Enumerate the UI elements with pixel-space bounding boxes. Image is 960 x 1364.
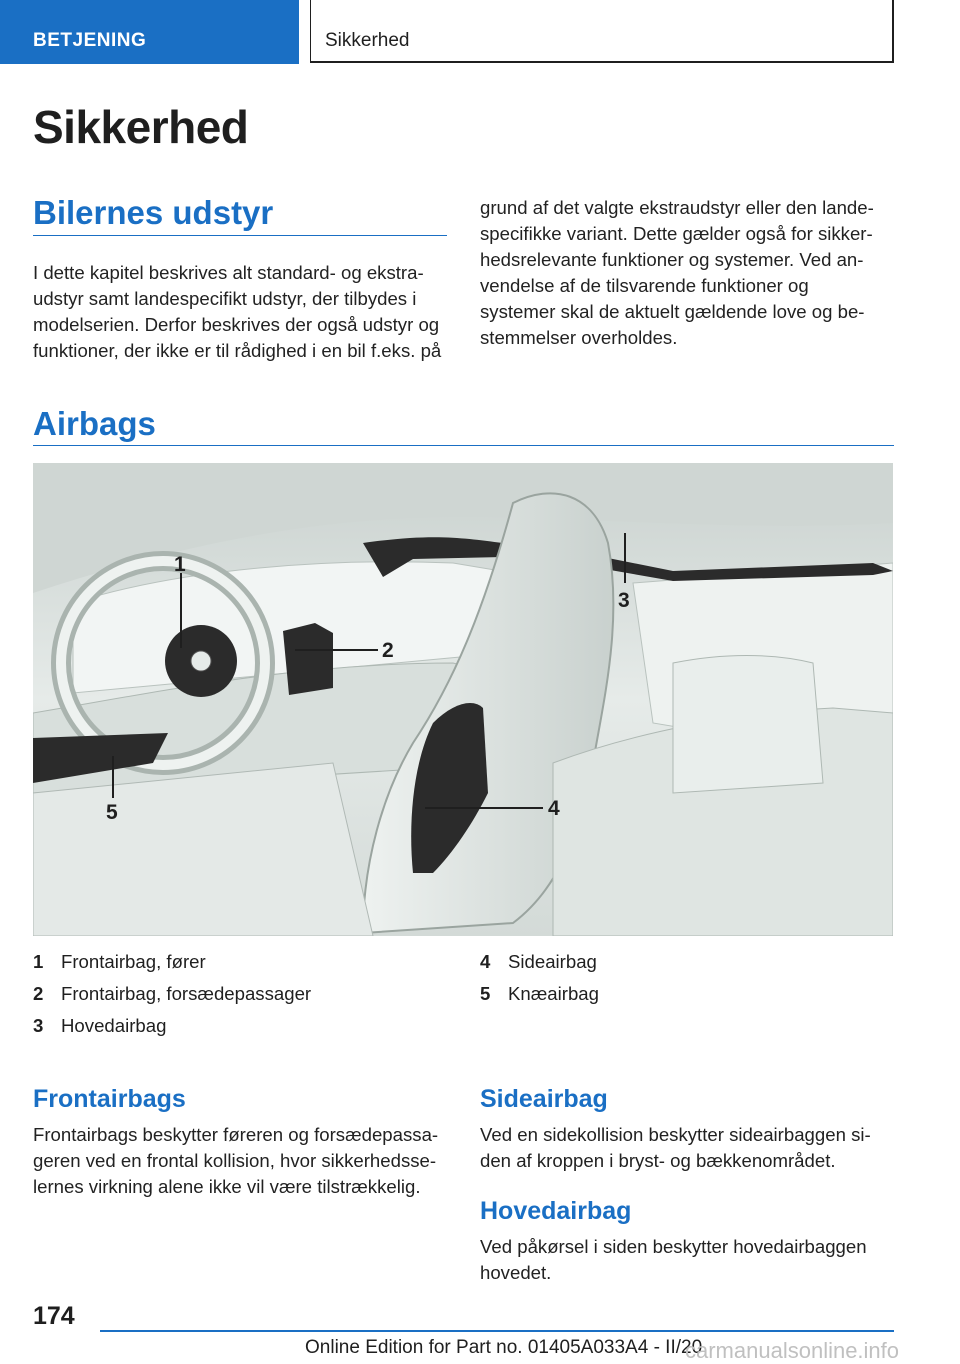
sideairbag-heading: Sideairbag [480,1085,608,1113]
equipment-line: stemmelser overholdes. [480,327,678,348]
header-section-tab [0,0,299,64]
callout-5: 5 [106,801,118,824]
legend-number: 3 [33,1015,44,1036]
sideairbag-text [480,1122,900,1174]
frontairbags-line: Frontairbags beskytter føreren og forsædepassa- [33,1124,439,1145]
legend-number: 1 [33,951,44,972]
frontairbags-text [33,1122,453,1200]
page-number: 174 [33,1302,75,1330]
equipment-heading: Bilernes udstyr [33,194,274,231]
hovedairbag-text [480,1234,900,1286]
equipment-text-col1 [33,260,453,364]
legend-item [33,1010,453,1042]
legend-left [33,946,453,1046]
footer-edition-text: Online Edition for Part no. 01405A033A4 - II/20 [305,1337,703,1358]
legend-item [480,946,880,978]
frontairbags-line: geren ved en frontal kollision, hvor sikkerhedsse- [33,1150,437,1171]
legend-item [480,978,880,1010]
equipment-line: vendelse af de tilsvarende funktioner og [480,275,809,296]
legend-number: 5 [480,983,491,1004]
legend-right [480,946,880,1016]
callout-2: 2 [382,639,394,662]
equipment-line: specifikke variant. Dette gælder også for sikker- [480,223,873,244]
watermark: carmanualsonline.info [685,1338,900,1363]
callout-3: 3 [618,589,630,612]
footer-rule [100,1330,894,1332]
equipment-text-col2 [480,195,900,351]
passenger-airbag-shape [283,623,333,695]
car-interior-airbag-illustration [33,463,893,936]
hovedairbag-heading: Hovedairbag [480,1197,632,1225]
airbags-heading: Airbags [33,405,156,442]
legend-item [33,946,453,978]
page-title: Sikkerhed [33,101,249,153]
hovedairbag-line: Ved påkørsel i siden beskytter hovedairbaggen [480,1236,867,1257]
equipment-line: modelserien. Derfor beskrives der også udstyr og [33,314,440,335]
equipment-line: hedsrelevante funktioner og systemer. Ved an- [480,249,864,270]
header-chapter-label: Sikkerhed [325,30,410,51]
sideairbag-line: Ved en sidekollision beskytter sideairbaggen si- [480,1124,871,1145]
legend-item [33,978,453,1010]
legend-text: Hovedairbag [61,1015,167,1036]
legend-text: Frontairbag, fører [61,951,206,972]
equipment-line: systemer skal de aktuelt gældende love og be- [480,301,865,322]
callout-1: 1 [174,553,186,576]
equipment-line: grund af det valgte ekstraudstyr eller den lande- [480,197,874,218]
legend-text: Frontairbag, forsædepassager [61,983,312,1004]
hovedairbag-line: hovedet. [480,1262,552,1283]
legend-number: 2 [33,983,44,1004]
equipment-line: I dette kapitel beskrives alt standard- og ekstra- [33,262,424,283]
equipment-line: udstyr samt landespecifikt udstyr, der tilbydes i [33,288,417,309]
equipment-heading-rule [33,235,447,236]
header-section-label: BETJENING [33,30,147,51]
frontairbags-line: lernes virkning alene ikke vil være tilstrækkelig. [33,1176,421,1197]
sideairbag-line: den af kroppen i bryst- og bækkenområdet. [480,1150,836,1171]
frontairbags-heading: Frontairbags [33,1085,186,1113]
equipment-line: funktioner, der ikke er til rådighed i en bil f.eks. på [33,340,442,361]
legend-number: 4 [480,951,491,972]
header-chapter-box [310,0,894,63]
legend-text: Sideairbag [508,951,597,972]
airbags-heading-rule [33,445,894,446]
legend-text: Knæairbag [508,983,599,1004]
callout-4: 4 [548,797,560,820]
